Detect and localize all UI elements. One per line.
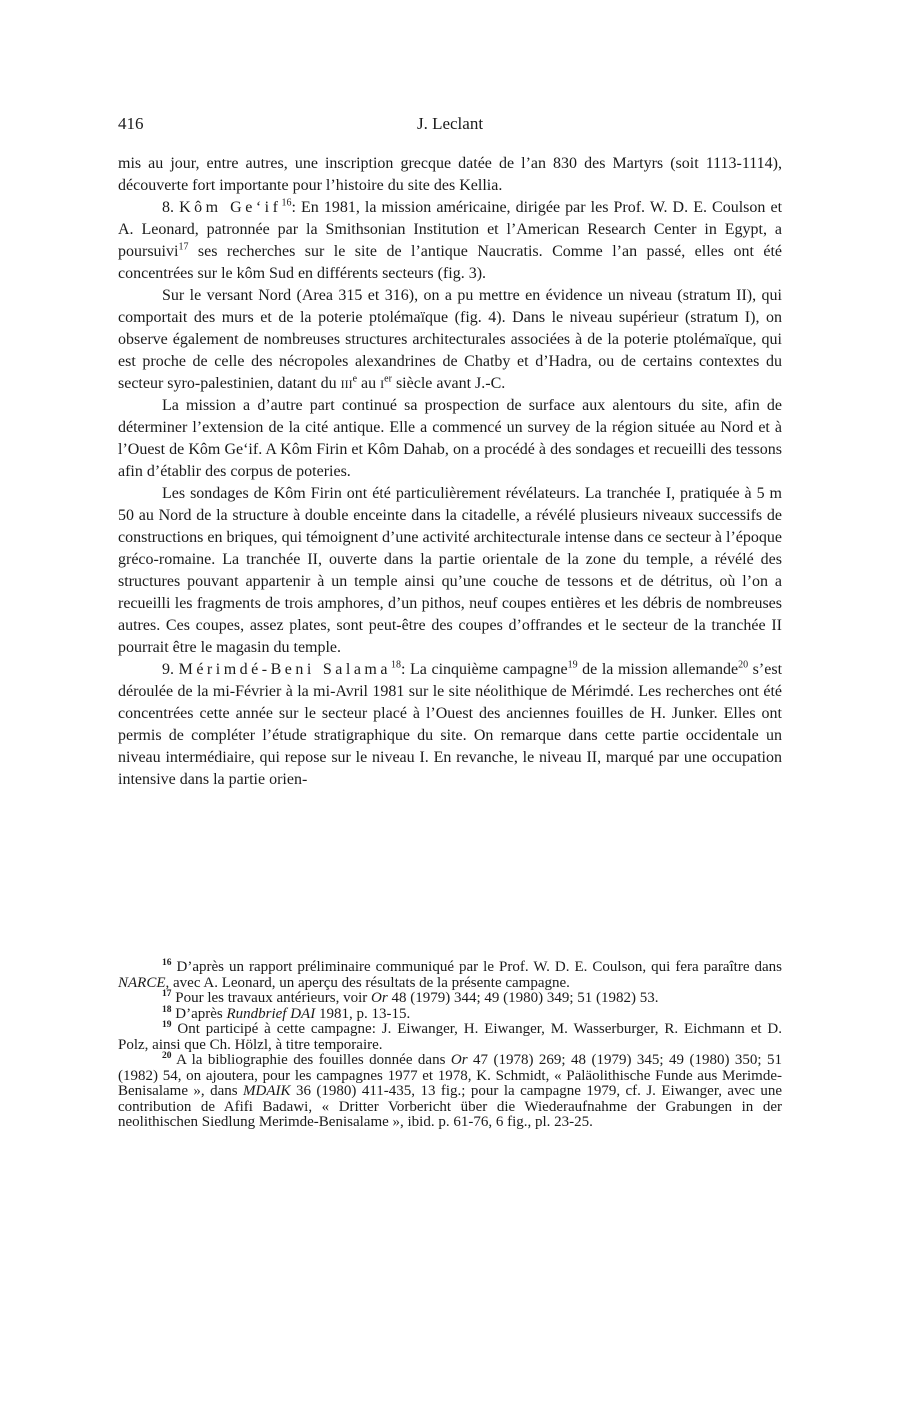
paragraph-2 xyxy=(118,197,782,285)
paragraph-6-text-b: de la mission allemande xyxy=(577,661,739,678)
footnote-text: 36 (1980) 411-435, 13 fig.; pour la campagne 1979, cf. J. Eiwanger, avec une contribution de Afifi Badawi, « Dritter Vorbericht über die Wiederaufnahme der Grabungen in der neolithischen Siedlung Merimde-Benisalame », ibid. p. 61-76, 6 fig., pl. 23-25. xyxy=(118,1083,782,1130)
paragraph-6-text: : La cinquième campagne xyxy=(400,661,568,678)
footnote-19 xyxy=(118,1022,782,1053)
footnote-text: Pour les travaux antérieurs, voir xyxy=(171,990,372,1006)
paragraph-1 xyxy=(118,153,782,197)
footnote-number: 19 xyxy=(162,1020,172,1030)
footnote-text: 48 (1979) 344; 49 (1980) 349; 51 (1982) 53. xyxy=(387,990,659,1006)
footnote-17 xyxy=(118,991,782,1007)
footnote-text: 1981, p. 13-15. xyxy=(315,1005,411,1022)
footnote-ref: 19 xyxy=(567,659,578,671)
section-number: 9. xyxy=(162,661,174,678)
footnote-16 xyxy=(118,960,782,991)
footnote-ref: 18 xyxy=(390,659,401,671)
footnote-number: 16 xyxy=(162,958,172,968)
footnotes xyxy=(118,960,782,1131)
footnote-ref: 20 xyxy=(738,659,749,671)
footnote-text: D’après xyxy=(171,1005,227,1022)
footnote-18 xyxy=(118,1004,782,1023)
footnote-number: 17 xyxy=(162,989,172,999)
century-suffix: e xyxy=(352,373,358,385)
footnote-italic: Rundbrief DAI xyxy=(226,1005,316,1022)
paragraph-3-text: Sur le versant Nord (Area 315 et 316), on a pu mettre en évidence un niveau (stratum II), qui comportait des murs et de la poterie ptolémaïque (fig. 4). Dans le niveau supérieur (stratum I), on observe également de nombreuses structures architecturales associées à de la poterie ptolémaïque, qui est proche de celle des nécropoles alexandrines de Chatby et d’Hadra, ou de certains contextes du secteur syro-palestinien, datant du xyxy=(118,287,782,392)
running-head: J. Leclant xyxy=(416,114,484,133)
footnote-text: D’après un rapport préliminaire communiqué par le Prof. W. D. E. Coulson, qui fera paraître dans xyxy=(171,959,782,975)
section-number: 8. xyxy=(162,199,174,216)
footnote-number: 18 xyxy=(162,1004,172,1015)
paragraph-3-text-end: siècle avant J.-C. xyxy=(391,375,506,392)
page-header xyxy=(118,114,782,138)
page-number: 416 xyxy=(118,114,144,133)
footnote-text: , avec A. Leonard, un aperçu des résultats de la présente campagne. xyxy=(165,974,570,991)
paragraph-2-text: : En 1981, la mission américaine, dirigée par les Prof. W. D. E. Coulson et A. Leonard, patronnée par la Smithsonian Institution et l’American Research Center in Egypt, a poursuivi xyxy=(118,199,783,260)
footnote-ref: 17 xyxy=(178,241,189,253)
century-numeral: I xyxy=(380,377,385,391)
footnote-ref: 16 xyxy=(281,197,292,209)
paragraph-3-text-mid: au xyxy=(357,375,381,392)
footnote-italic: Or xyxy=(450,1052,468,1068)
footnote-number: 20 xyxy=(162,1051,172,1061)
paragraph-1-text: mis au jour, entre autres, une inscription grecque datée de l’an 830 des Martyrs (soit 1113-1114), découverte fort importante pour l’histoire du site des Kellia. xyxy=(118,155,782,194)
footnote-text: Ont participé à cette campagne: J. Eiwanger, H. Eiwanger, M. Wasserburger, R. Eichmann et D. Polz, ainsi que Ch. Hölzl, à titre temporaire. xyxy=(118,1021,782,1053)
footnote-italic: Or xyxy=(371,990,388,1006)
site-name: Kôm Ge‘if xyxy=(179,199,282,216)
paragraph-5-text: Les sondages de Kôm Firin ont été particulièrement révélateurs. La tranchée I, pratiquée à 5 m 50 au Nord de la structure à double enceinte dans la citadelle, a révélé plusieurs niveaux successifs de constructions en briques, qui témoignent d’une activité architecturale intense dans ce secteur à l’époque gréco-romaine. La tranchée II, ouverte dans la partie orientale de la zone du temple, a révélé des structures pouvant appartenir à un temple ainsi qu’une couche de tessons et de détritus, où l’on a recueilli les fragments de trois amphores, d’un pithos, neuf coupes entières et les débris de nombreuses autres. Ces coupes, assez plates, sont peut-être des coupes d’offrandes et le secteur de la tranchée II pourrait être le magasin du temple. xyxy=(118,485,782,656)
century-numeral: III xyxy=(340,377,353,391)
paragraph-2-text-cont: ses recherches sur le site de l’antique Naucratis. Comme l’an passé, elles ont été concentrées sur le kôm Sud en différents secteurs (fig. 3). xyxy=(118,243,782,282)
footnote-text: 47 (1978) 269; 48 (1979) 345; 49 (1980) 350; 51 (1982) 54, on ajoutera, pour les campagnes 1977 et 1978, K. Schmidt, « Paläolithische Funde aus Merimde-Benisalame », dans xyxy=(118,1052,782,1099)
paragraph-6 xyxy=(118,659,782,791)
paragraph-3 xyxy=(118,285,782,395)
footnote-text: A la bibliographie des fouilles donnée dans xyxy=(171,1052,451,1068)
body-text xyxy=(118,153,782,791)
paragraph-6-text-c: s’est déroulée de la mi-Février à la mi-Avril 1981 sur le site néolithique de Mérimdé. Les recherches ont été concentrées cette année sur le secteur placé à l’Ouest des anciennes fouilles de H. Junker. Elles ont permis de compléter l’étude stratigraphique du site. On remarque dans cette partie occidentale un niveau intermédiaire, qui repose sur le niveau I. En revanche, le niveau II, marqué par une occupation intensive dans la partie orien- xyxy=(118,661,783,788)
site-name: Mérimdé-Beni Salama xyxy=(178,661,391,678)
footnote-20 xyxy=(118,1053,782,1131)
paragraph-5 xyxy=(118,483,782,659)
paragraph-4 xyxy=(118,395,782,483)
footnote-italic: NARCE xyxy=(118,974,166,991)
paragraph-4-text: La mission a d’autre part continué sa prospection de surface aux alentours du site, afin de déterminer l’extension de la cité antique. Elle a commencé un survey de la région située au Nord et à l’Ouest de Kôm Ge‘if. A Kôm Firin et Kôm Dahab, on a procédé à des sondages et recueilli des tessons afin d’établir des corpus de poteries. xyxy=(118,397,782,480)
footnote-italic: MDAIK xyxy=(243,1083,291,1099)
century-suffix: er xyxy=(384,373,392,385)
